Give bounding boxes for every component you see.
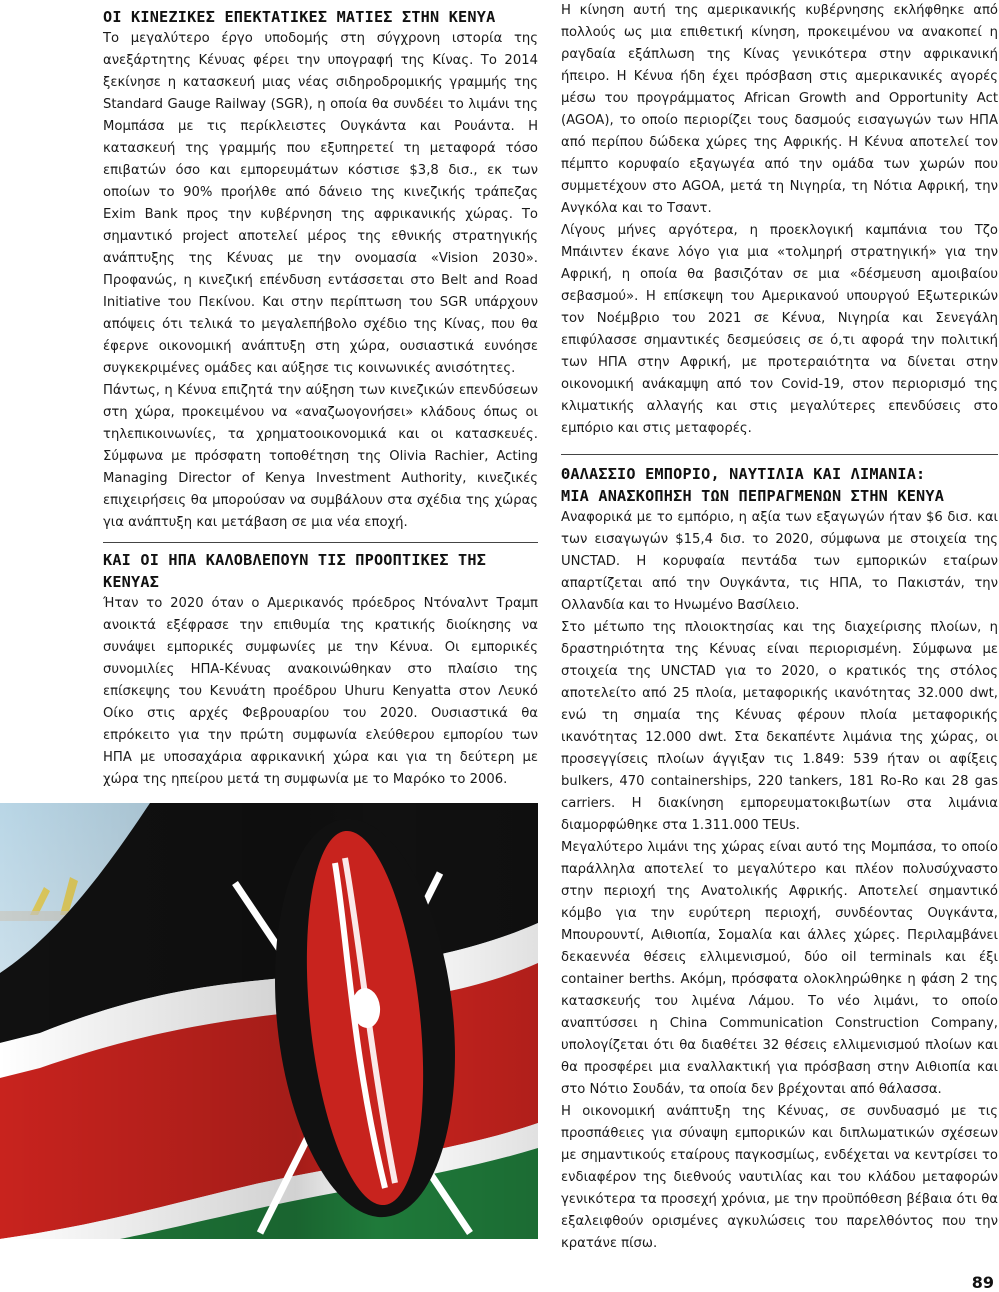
paragraph: Μεγαλύτερο λιμάνι της χώρας είναι αυτό της Μομπάσα, το οποίο παράλληλα αποτελεί το μεγαλύτερο και πλέον πολυσύχναστο στην περιοχή της Ανατολικής Αφρικής. Αποτελεί σημαντικό κόμβο για την ευρύτερη περιοχή, συνδέοντας Ουγκάντα, Μπουρουντί, Αιθιοπία, Σομαλία και άλλες χώρες. Περιλαμβάνει δεκαεννέα θέσεις ελλιμενισμού, δύο oil terminals και έξι container berths. Ακόμη, πρόσφατα ολοκληρώθηκε η φάση 2 της κατασκευής του λιμένα Λάμου. Το νέο λιμάνι, το οποίο αναπτύσσει η China Communication Construction Company, υπολογίζεται ότι θα διαθέτει 32 θέσεις ελλιμενισμού πλοίων και θα προσφέρει μια εναλλακτική για πρόσβαση στην Αιθιοπία και στο Νότιο Σουδάν, τα οποία δεν βρέχονται από θάλασσα.	[561, 840, 998, 1097]
paragraph: Το μεγαλύτερο έργο υποδομής στη σύγχρονη ιστορία της ανεξάρτητης Κένυας φέρει την υπογραφή της Κίνας. Το 2014 ξεκίνησε η κατασκευή μιας νέας σιδηροδρομικής γραμμής της Standard Gauge Railway (SGR), η οποία θα συνδέει το λιμάνι της Μομπάσα με τις περίκλειστες Ουγκάντα και Ρουάντα. Η κατασκευή της γραμμής που εξυπηρετεί τη μεταφορά τόσο επιβατών όσο και εμπορευμάτων κόστισε $3,8 δισ., εκ των οποίων το 90% προήλθε από δάνειο της κινεζικής τράπεζας Exim Bank προς την κυβέρνηση της αφρικανικής χώρας. Το σημαντικό project αποτελεί μέρος της εθνικής στρατηγικής ανάπτυξης της Κένυας με την ονομασία «Vision 2030». Προφανώς, η κινεζική επένδυση εντάσσεται στο Belt and Road Initiative του Πεκίνου. Και στην περίπτωση του SGR υπάρχουν απόψεις ότι τελικά το μεγαλεπήβολο σχέδιο της Κίνας, που θα έφερνε οικονομική ανάπτυξη στη χώρα, ουσιαστικά ευνόησε συγκεκριμένες ομάδες και αύξησε τις κοινωνικές ανισότητες.	[103, 31, 538, 376]
left-column	[103, 0, 538, 791]
paragraph: Πάντως, η Κένυα επιζητά την αύξηση των κινεζικών επενδύσεων στη χώρα, προκειμένου να «αναζωογονήσει» κλάδους όπως οι τηλεπικοινωνίες, τα χρηματοοικονομικά και οι κατασκευές. Σύμφωνα με πρόσφατη τοποθέτηση της Olivia Rachier, Acting Managing Director of Kenya Investment Authority, κινεζικές επιχειρήσεις θα μπορούσαν να συμβάλουν στα σχέδια της χώρας για ανάπτυξη και μετάβαση σε μια νέα εποχή.	[103, 383, 538, 530]
section-heading-us-prospects: ΚΑΙ ΟΙ ΗΠΑ ΚΑΛΟΒΛΕΠΟΥΝ ΤΙΣ ΠΡΟΟΠΤΙΚΕΣ ΤΗΣ ΚΕΝΥΑΣ	[103, 551, 487, 591]
section-divider	[103, 542, 538, 543]
paragraph: Στο μέτωπο της πλοιοκτησίας και της διαχείρισης πλοίων, η δραστηριότητα της Κένυας είναι περιορισμένη. Σύμφωνα με στοιχεία της UNCTAD για το 2020, ο κρατικός της στόλος αποτελείτο από 25 πλοία, μεταφορικής ικανότητας 32.000 dwt, ενώ τη σημαία της Κένυας φέρουν πλοία μεταφορικής ικανότητας 12.000 dwt. Στα δεκαπέντε λιμάνια της χώρας, οι προσεγγίσεις πλοίων άγγιξαν τις 1.849: 539 ήταν οι αφίξεις bulkers, 470 containerships, 220 tankers, 181 Ro-Ro και 28 gas carriers. Η διακίνηση εμπορευματοκιβωτίων στα λιμάνια διαμορφώθηκε στα 1.311.000 TEUs.	[561, 620, 998, 833]
paragraph: Η κίνηση αυτή της αμερικανικής κυβέρνησης εκλήφθηκε από πολλούς ως μια επιθετική κίνηση, προκειμένου να ανακοπεί η ραγδαία εξάπλωση της Κίνας γενικότερα στην αφρικανική ήπειρο. Η Κένυα ήδη έχει πρόσβαση στις αμερικανικές αγορές μέσω του προγράμματος African Growth and Opportunity Act (AGOA), το οποίο περιορίζει τους δασμούς εισαγωγών των ΗΠΑ από περίπου δώδεκα χώρες της Αφρικής. Η Κένυα αποτελεί τον πέμπτο κορυφαίο εξαγωγέα από την ομάδα των χωρών που συμμετέχουν στο AGOA, μετά τη Νιγηρία, τη Νότια Αφρική, την Ανγκόλα και το Τσαντ.	[561, 3, 998, 216]
paragraph: Η οικονομική ανάπτυξη της Κένυας, σε συνδυασμό με τις προσπάθειες για σύναψη εμπορικών και διπλωματικών σχέσεων με σημαντικούς εταίρους παγκοσμίως, ενδέχεται να κεντρίσει το ενδιαφέρον της διεθνούς ναυτιλίας και του κλάδου μεταφορών γενικότερα τα προσεχή χρόνια, με την προϋπόθεση βέβαια ότι θα εξαλειφθούν ορισμένες αγκυλώσεις του παρελθόντος που την κρατάνε πίσω.	[561, 1104, 998, 1251]
right-column	[561, 0, 998, 1255]
flag-stripes	[0, 803, 538, 1239]
section-heading-maritime-line2: ΜΙΑ ΑΝΑΣΚΟΠΗΣΗ ΤΩΝ ΠΕΠΡΑΓΜΕΝΩΝ ΣΤΗΝ ΚΕΝΥΑ	[561, 487, 945, 505]
paragraph: Λίγους μήνες αργότερα, η προεκλογική καμπάνια του Τζο Μπάιντεν έκανε λόγο για μια «τολμηρή στρατηγική» για την Αφρική, η οποία θα βασιζόταν σε μια «δέσμευση αμοιβαίου σεβασμού». Η επίσκεψη του Αμερικανού υπουργού Εξωτερικών τον Νοέμβριο του 2021 σε Κένυα, Νιγηρία και Σενεγάλη επιφύλασσε σημαντικές δεσμεύσεις σε ό,τι αφορά την πολιτική των ΗΠΑ στην Αφρική, με προτεραιότητα να δίνεται στην οικονομική ανάκαμψη από τον Covid-19, στον περιορισμό της κλιματικής αλλαγής και στις μεγαλύτερες επενδύσεις στο εμπόριο και στις μεταφορές.	[561, 223, 998, 436]
paragraph: Ήταν το 2020 όταν ο Αμερικανός πρόεδρος Ντόναλντ Τραμπ ανοικτά εξέφρασε την επιθυμία της κρατικής διοίκησης να συνάψει εμπορικές συμφωνίες με την Κένυα. Οι εμπορικές συνομιλίες ΗΠΑ-Κένυας ανακοινώθηκαν στο πλαίσιο της επίσκεψης του Κενυάτη προέδρου Uhuru Kenyatta στον Λευκό Οίκο στις αρχές Φεβρουαρίου του 2020. Ουσιαστικά θα επρόκειτο για την πρώτη συμφωνία ελεύθερου εμπορίου των ΗΠΑ με υποσαχάρια αφρικανική χώρα και για τη δεύτερη με χώρα της ηπείρου μετά τη συμφωνία με το Μαρόκο το 2006.	[103, 596, 538, 787]
section-heading-maritime-line1: ΘΑΛΑΣΣΙΟ ΕΜΠΟΡΙΟ, ΝΑΥΤΙΛΙΑ ΚΑΙ ΛΙΜΑΝΙΑ:	[561, 465, 926, 483]
paragraph: Αναφορικά με το εμπόριο, η αξία των εξαγωγών ήταν $6 δισ. και των εισαγωγών $15,4 δισ. το 2020, σύμφωνα με στοιχεία της UNCTAD. Η κορυφαία πεντάδα των εμπορικών εταίρων απαρτίζεται από την Ουγκάντα, τις ΗΠΑ, το Πακιστάν, την Ολλανδία και το Ηνωμένο Βασίλειο.	[561, 510, 998, 613]
section-divider	[561, 454, 998, 455]
section-heading-chinese-ambitions: ΟΙ ΚΙΝΕΖΙΚΕΣ ΕΠΕΚΤΑΤΙΚΕΣ ΜΑΤΙΕΣ ΣΤΗΝ ΚΕΝΥΑ	[103, 8, 496, 26]
kenya-flag-photo	[0, 803, 538, 1239]
page-number: 89	[971, 1273, 994, 1292]
